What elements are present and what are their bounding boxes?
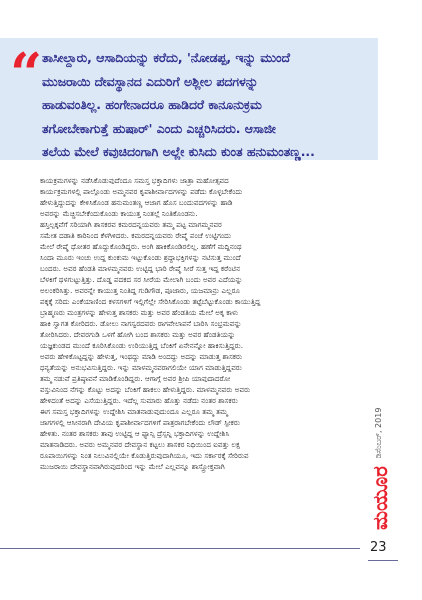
magazine-logo: ಮಯೂರ [368, 466, 392, 530]
page-number-underline [368, 560, 398, 561]
quote-mark-icon: “ [10, 41, 43, 107]
footer-rule [0, 548, 360, 549]
pull-quote-text: ತಾಸೀಲ್ದಾರು, ಆಸಾದಿಯನ್ನು ಕರೆದು, 'ನೋಡಪ್ಪ, ಇನ್ನು ಮುಂದೆ ಮುಜರಾಯಿ ದೇವಸ್ಥಾನದ ಎದುರಿಗೆ ಅಶ್ಲೀಲ ಪದಗಳನ್ನು ಹಾಡುವಂತಿಲ್ಲ. ಹಂಗೇನಾದರೂ ಹಾಡಿದರೆ ಕಾನೂನುಕ್ರಮ ತಗೋಬೇಕಾಗುತ್ತೆ ಹುಷಾರ್' ಎಂದು ಎಚ್ಚರಿಸಿದರು. ಆಸಾಜೀ ತಲೆಯ ಮೇಲೆ ಕವುಚಿದಂಗಾಗಿ ಅಲ್ಲೇ ಕುಸಿದು ಕುಂತ ಹನುಮಂತಣ್ಣ... [42, 50, 315, 159]
page-number: 23 [370, 540, 387, 555]
article-body: ಕಾಯಕ್ರಮಗಳನ್ನು ನಡೆಸಿಕೊಡುವುದೆಂದೂ ಸಮಸ್ತ ಭಕ್ತಾದಿಗಳು ಜಾತ್ರಾ ಮಹೋತ್ಸವದ ಕಾರ್ಯಕ್ರಮಗಳಲ್ಲಿ ಪಾಲ್ಗೊಂಡು ಅಮ್ಮನವರ ಕೃಪಾಶೀರ್ವಾದಗಳನ್ನು ಪಡೆದು ಕೊಳ್ಳಬೇಕೆಂದು ಹೇಳುತ್ತಿದ್ದುದನ್ನು ಕೇಳಿಸಿಕೊಂಡ ಹನುಮಂತಣ್ಣ ಆಜಾಗ ಹೊಸ ಬಂದುವದಗಳನ್ನು ಹಾಡಿ ಅವರನ್ನು ಮೆಚ್ಚಿಸಬೇಕೆಂದುಕೊಂಡು ಕಾಯುತ್ತ ನಿಂತಲ್ಲೆ ನಿಂತಿಕೊಂಡನು. ಹಸ್ತಿಲ್ಪಕ್ಕವೆಗೆ ಸರಿಯಾಗಿ ಶಾಸಕರವ ಕಮರದನ್ನಯವರು ತಮ್ಮ ಪಟ್ಟ ಮಾಗಮ್ಮನವರ ಸಮೇತ ದಡಾತಿ ಕಾರಿನಿಂದ ಕೆಳಗಿಳಿದರು. ಕಮರದನ್ನಯವರು ರೇಷ್ಮೆ ಪಂಚೆ ಉಟ್ಟಿಗಂದು ಮೇಲೆ ರೇಷ್ಮೆ ಧೋತರ ಹೊದ್ದುಕೊಂಡಿದ್ದರು. ಅಂಗಿ ಹಾಕಿಕೊಂಡಿರಲಿಲ್ಲ. ಹಣೆಗೆ ಮದ್ದಿನಂಥ ಸಿಂದಾ ಮೂರು ಇಂಚು ಉದ್ದ ಕುಂಕುಮ ಇಟ್ಟುಕೊಂಡು ಶ್ರದ್ಧಾಭಕ್ತಿಗಳನ್ನು ನಟಿಸುತ್ತ ಮುಂದೆ ಬಂದರು. ಅವರ ಹೆಂಡತಿ ಮಾಳಮ್ಮನವರು ಉಟ್ಟಿದ್ದ ಭಾರಿ ರೇಷ್ಮೆ ಸೀರೆ ಸುತ್ತ ಇದ್ದ ಕರೆಂಟಿನ ಬೆಳಕಿಗೆ ಥಳಗುಟ್ಟುತ್ತಿತ್ತು. ದೊಡ್ಡ ಪದಕದ ಸರ ಸೀರೆಯ ಮೇಲಾಗಿ ಬಂದು ಅವರ ಎದೆಯನ್ನು ಅಲಂಕರಿಸಿತ್ತು. ಅವರನ್ನೇ ಕಾಯುತ್ತ ನಿಂತಿದ್ದ ಗುಡಿಗೌಡ, ಪೂಜಾರು, ಯಜಮಾನ್ರು ಎಲ್ಲರೂ ಪಕ್ಕಕ್ಕೆ ಸರಿದು ಎಂಕೆಯಾಣಿಂದ ಕಳಸಗಳಿಗೆ ಇಲ್ಲಿಗೆಲ್ಲೇ ಸೇರಿಸಿಕೊಂಡು ತಟ್ಟೆಬೆಟ್ಟುಕೊಂಡು ಕಾಯುತ್ತಿದ್ದ ಬ್ರಾಹ್ಮಣರು ಮಂತ್ರಗಳನ್ನು ಹೇಳುತ್ತ ಶಾಸಕರು ಮತ್ತು ಅವರ ಹೆಂಡತಿಯ ಮೇಲೆ ಅಕ್ಕ ಕಾಳು ಹಾಕಿ ಸ್ವಾಗತ ಕೋರಿದರು. ಡೋಲು ನಾಗಸ್ವರದವರು ರಾಗವೇಲಾಪನೆ ಬಾರಿಸಿ ಸಂಭ್ರಮವನ್ನು ತೋರಿಸಿದರು. ದೇವರಗುಡಿ ಒಳಗೆ ಹೋಗಿ ಬಂದ ಶಾಸಕರು ಮತ್ತು ಅವರ ಹೆಂಡತಿಯನ್ನು ಯಜ್ಞಕುಂಡದ ಮುಂದೆ ಕೂರಿಸಿಕೊಂಡು ಉರಿಯುತ್ತಿದ್ದ ಬೆಂಕಿಗೆ ಏನೇನನ್ನೋ ಹಾಕಿಸುತ್ತಿದ್ದರು. ಅವರು ಹೇಳಿಕೊಟ್ಟದ್ದನ್ನು ಹೇಳುತ್ತ, ಇಂಥದ್ದು ಮಾಡಿ ಅಂದದ್ದು ಅದನ್ನು ಮಾಡುತ್ತ ಶಾಸಕರು ಧನ್ಯತೆಯನ್ನು ಅನುಭವಿಸುತ್ತಿದ್ದರು. ಇನ್ನು ಮಾಳಮ್ಮನವರಾಗಲಿಯೇ ಯಾಗ ಮಾಡುತ್ತಿದ್ದವರು ತಮ್ಮ ನಡುವೆ ಪ್ರತಿಷ್ಠಾವನೆ ಮಾಡಿಕೊಂಡಿದ್ದರು. ಆಗಾಗ್ಗೆ ಅವರ ಶ್ರೀಪಿ ಯಾವುದಾದರೋ ವಸ್ತುವಿನಿಂದ ನೆಗನ್ನು ಕೊಟ್ಟು ಅದನ್ನು ಬೆಂಕಿಗೆ ಹಾಕಲು ಹೇಳುತ್ತಿದ್ದರು. ಮಾಳಮ್ಮನವರು ಅವರು ಹೇಳಿದಂತೆ ಅದನ್ನು ಎಸೆಯುತ್ತಿದ್ದರು. ಇದೆಲ್ಲ ಸುಮಾರು ಹೊತ್ತು ನಡೆದು ನಂತರ ಶಾಸಕರು ಈಗ ಸಮಸ್ತ ಭಕ್ತಾದಿಗಳನ್ನು ಉದ್ದೇಶಿಸಿ ಮಾತನಾಡುವುದುಂದೂ ಎಲ್ಲರೂ ತಮ್ಮ ತಮ್ಮ ಜಾಗಗಳಲ್ಲಿ ಆಸೀನರಾಗಿ ದೇವಿಯ ಕೃಪಾಶೀರ್ವಾದಗಳಿಗೆ ಪಾತ್ರರಾಗಬೇಕೆಂದು ಲೌಡ್ ಸ್ಪೀಕರು ಹೇಳಿತು. ನಂತರ ಶಾಸಕರು ತಾವು ಉಟ್ಟಿದ್ದ ಆ ಫ್ಯಾನ್ಸಿ ದ್ರೆಸ್ಸನ್ನಿ ಭಕ್ತಾದಿಗಳನ್ನು ಉದ್ದೇಶಿಸಿ ಮಾತನಾಡಿದರು. ಅವರು ಅಮ್ಮನವರ ದೇವಸ್ಥಾನ ಕಟ್ಟಲು ಶಾಸಕರ ನಿಧಿಯಿಂದ ಐವತ್ತು ಲಕ್ಷ ರೂಪಾಯಿಗಳನ್ನು ನಿಂತ ನಿಲುವಿನಲ್ಲಿಯೇ ಕೊಡುತ್ತಿರುವುದಾಗಿಯೂ, ಇದು ಸರ್ಕಾರಕ್ಕೆ ಸೇರಿರುವ ಮುಜರಾಯಿ ದೇವಸ್ಥಾನವಾಗಿರುವುದರಿಂದ ಇನ್ನು ಮೇಲೆ ಎಲ್ಲವನ್ನೂ ಶಾಸ್ತ್ರೋಕ್ತವಾಗಿ [40, 176, 261, 471]
issue-date: ಡಿಸೆಂಬರ್, 2019 [374, 407, 383, 459]
